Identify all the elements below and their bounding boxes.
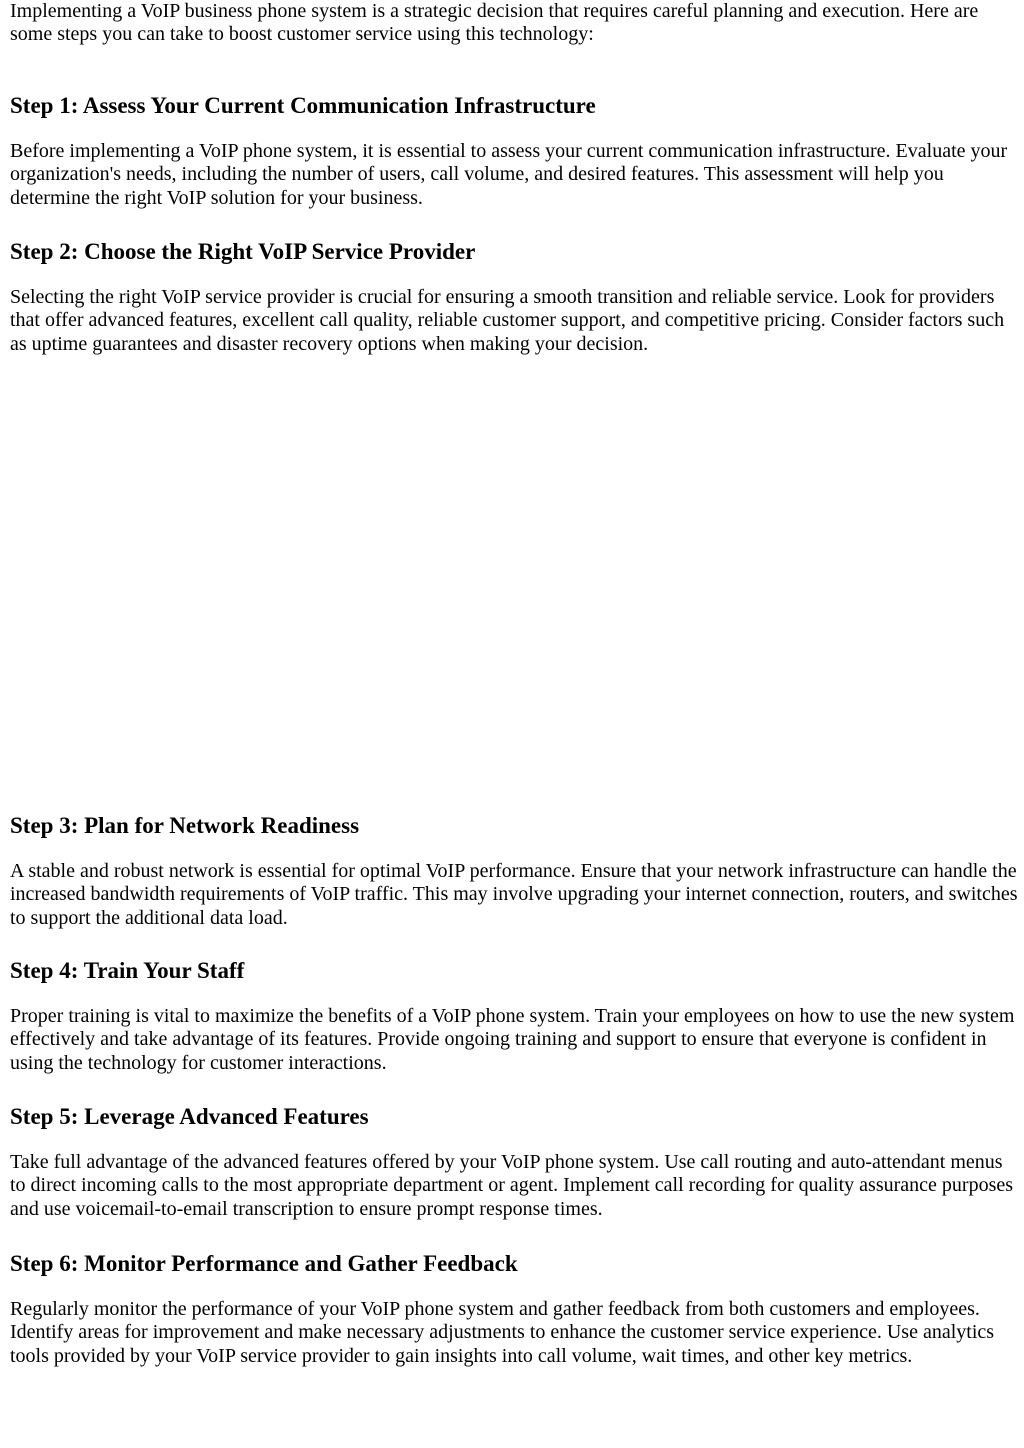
step-2-body: Selecting the right VoIP service provider is crucial for ensuring a smooth transition and reliable service. Look for providers that offer advanced features, excellent call quality, reliable customer support, and competitive pricing. Consider factors such as uptime guarantees and disaster recovery options when making your decision. <box>10 286 1005 355</box>
step-3-body: A stable and robust network is essential for optimal VoIP performance. Ensure that your network infrastructure can handle the increased bandwidth requirements of VoIP traffic. This may involve upgrading your internet connection, routers, and switches to support the additional data load. <box>10 860 1018 929</box>
step-5-body: Take full advantage of the advanced features offered by your VoIP phone system. Use call routing and auto-attendant menus to direct incoming calls to the most appropriate department or agent. Implement call recording for quality assurance purposes and use voicemail-to-email transcription to ensure prompt response times. <box>10 1151 1014 1220</box>
step-5-section <box>10 1103 1018 1221</box>
step-6-heading: Step 6: Monitor Performance and Gather Feedback <box>10 1251 518 1276</box>
step-6-section <box>10 1250 1018 1368</box>
step-4-section <box>10 957 1018 1075</box>
step-1-body: Before implementing a VoIP phone system, it is essential to assess your current communication infrastructure. Evaluate your organization's needs, including the number of users, call volume, and desired features. This assessment will help you determine the right VoIP solution for your business. <box>10 140 1008 209</box>
step-4-heading: Step 4: Train Your Staff <box>10 958 245 983</box>
step-2-section <box>10 238 1018 356</box>
step-6-body: Regularly monitor the performance of your VoIP phone system and gather feedback from both customers and employees. Identify areas for improvement and make necessary adjustments to enhance the customer service experience. Use analytics tools provided by your VoIP service provider to gain insights into call volume, wait times, and other key metrics. <box>10 1298 995 1367</box>
step-4-body: Proper training is vital to maximize the benefits of a VoIP phone system. Train your employees on how to use the new system effectively and take advantage of its features. Provide ongoing training and support to ensure that everyone is confident in using the technology for customer interactions. <box>10 1005 1015 1074</box>
step-1-heading: Step 1: Assess Your Current Communication Infrastructure <box>10 93 596 118</box>
step-5-heading: Step 5: Leverage Advanced Features <box>10 1104 369 1129</box>
step-2-heading: Step 2: Choose the Right VoIP Service Provider <box>10 239 476 264</box>
step-3-section <box>10 812 1018 930</box>
intro-paragraph: Implementing a VoIP business phone system is a strategic decision that requires careful planning and execution. Here are some steps you can take to boost customer service using this technology: <box>10 0 979 45</box>
blank-space <box>10 372 1014 802</box>
step-1-section <box>10 92 1018 210</box>
step-3-heading: Step 3: Plan for Network Readiness <box>10 813 360 838</box>
